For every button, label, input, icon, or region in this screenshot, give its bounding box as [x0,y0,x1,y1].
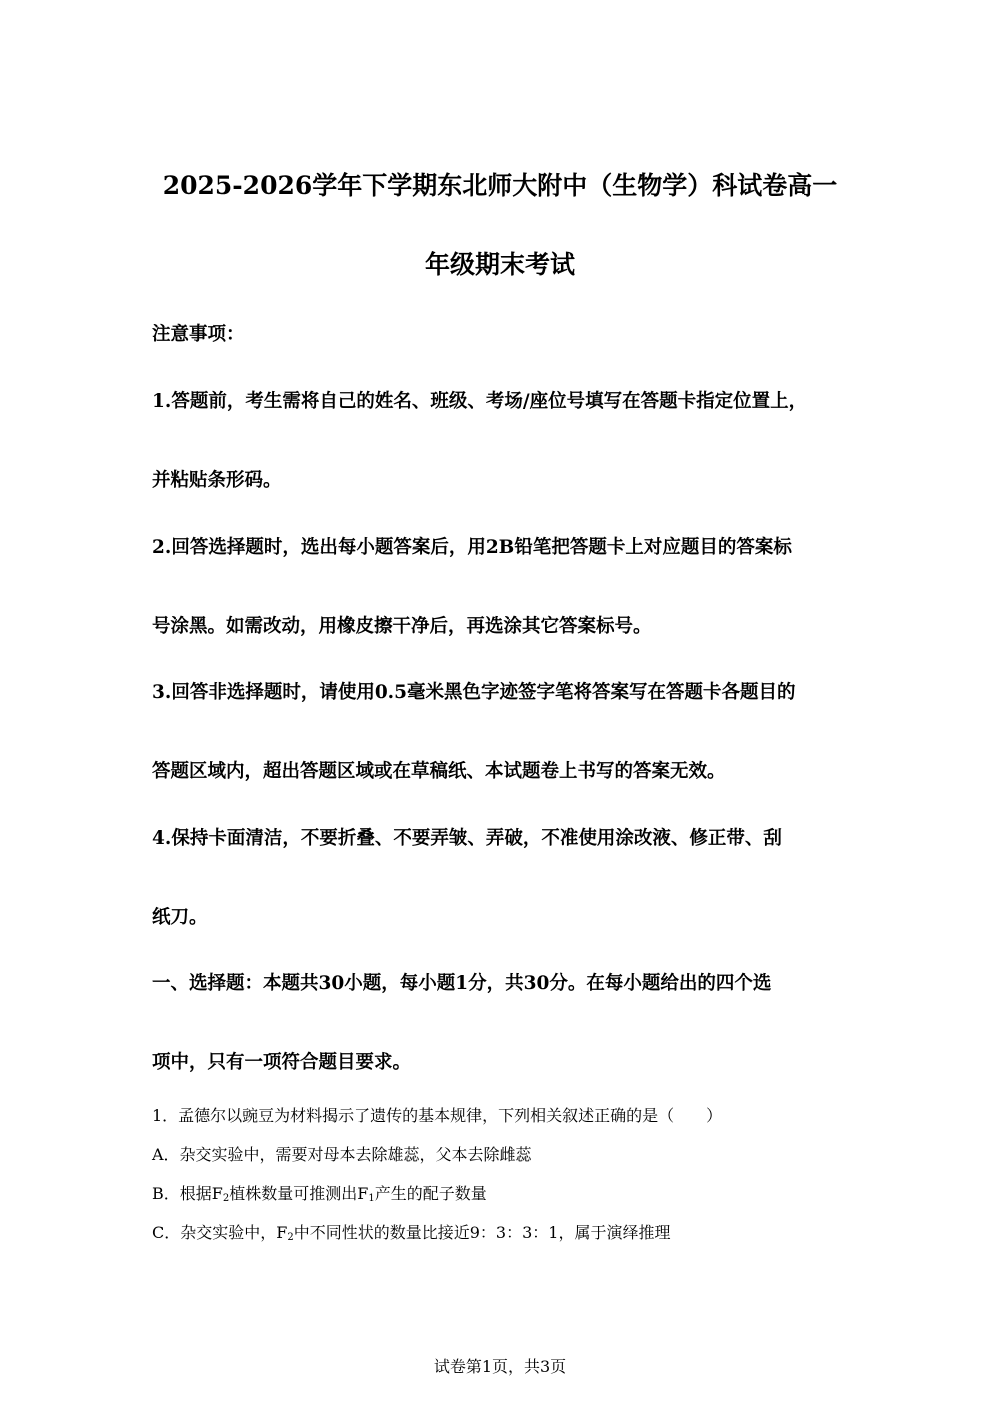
option-b-subscript-2: 1 [368,1193,375,1204]
option-b-suffix: 产生的配子数量 [374,1184,487,1203]
option-b-subscript-1: 2 [222,1193,230,1204]
notice-item-3-line-1: 3.回答非选择题时，请使用0.5毫米黑色字迹签字笔将答案写在答题卡各题目的 [152,682,796,703]
page-footer: 试卷第1页，共3页 [433,1357,567,1376]
question-1-option-c [152,1222,872,1244]
notice-item-3-line-2: 答题区域内，超出答题区域或在草稿纸、本试题卷上书写的答案无效。 [152,761,726,782]
question-1-option-a: A．杂交实验中，需要对母本去除雄蕊，父本去除雌蕊 [152,1145,532,1164]
question-1-stem: 1．孟德尔以豌豆为材料揭示了遗传的基本规律，下列相关叙述正确的是（ ） [152,1106,723,1125]
notice-item-4-line-1: 4.保持卡面清洁，不要折叠、不要弄皱、弄破，不准使用涂改液、修正带、刮 [152,828,782,849]
notice-item-4-line-2: 纸刀。 [152,907,208,928]
notice-item-2-line-1: 2.回答选择题时，选出每小题答案后，用2B铅笔把答题卡上对应题目的答案标 [152,537,792,558]
option-c-suffix: 中不同性状的数量比接近9：3：3：1，属于演绎推理 [293,1223,671,1242]
option-c-prefix: C．杂交实验中，F [152,1223,288,1242]
notice-item-1-line-1: 1.答题前，考生需将自己的姓名、班级、考场/座位号填写在答题卡指定位置上， [152,391,808,412]
exam-title-line-2: 年级期末考试 [424,250,575,279]
section-heading-line-2: 项中，只有一项符合题目要求。 [152,1052,412,1073]
notice-heading: 注意事项： [152,324,245,345]
section-heading-line-1: 一、选择题：本题共30小题，每小题1分，共30分。在每小题给出的四个选 [152,973,772,994]
exam-title-line-1: 2025-2026学年下学期东北师大附中（生物学）科试卷高一 [162,171,838,200]
option-b-prefix: B．根据F [152,1184,223,1203]
option-c-subscript-1: 2 [287,1232,294,1243]
notice-item-2-line-2: 号涂黑。如需改动，用橡皮擦干净后，再选涂其它答案标号。 [152,616,652,637]
option-b-middle: 植株数量可推测出F [229,1184,369,1203]
notice-item-1-line-2: 并粘贴条形码。 [152,470,282,491]
question-1-option-b [152,1183,872,1205]
